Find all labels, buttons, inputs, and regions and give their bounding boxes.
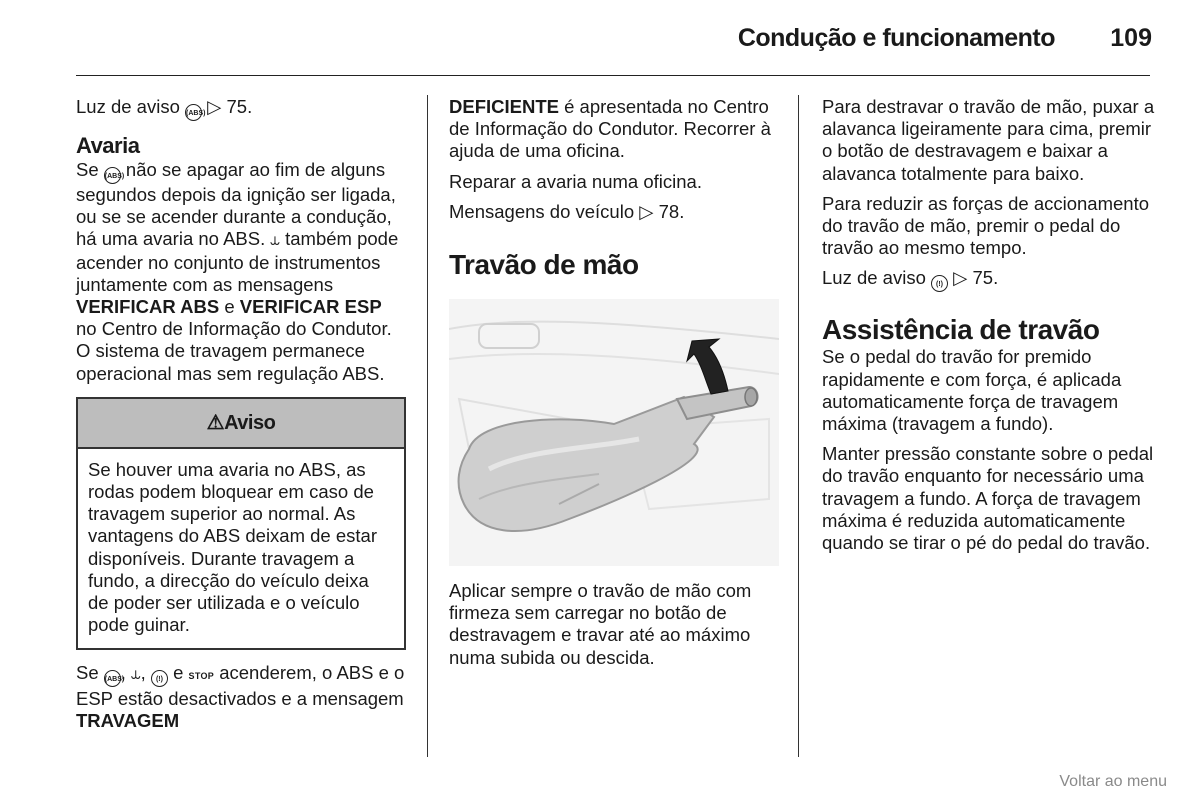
column-3 bbox=[822, 96, 1157, 562]
skid-car-icon: ⥿ bbox=[131, 664, 141, 684]
page-reference-link[interactable]: ▷ 78. bbox=[639, 200, 685, 222]
abs-icon: (ABS) bbox=[104, 670, 121, 687]
column-divider-1 bbox=[427, 95, 428, 757]
brake-assist-paragraph-2: Manter pressão constante sobre o pedal do travão enquanto for necessário uma travagem a fundo. A força de travagem máxima é reduzida automaticamente quando se tirar o pé do pedal do travão. bbox=[822, 443, 1154, 554]
reduce-forces-paragraph: Para reduzir as forças de accionamento do travão de mão, premir o pedal do travão ao mesmo tempo. bbox=[822, 192, 1150, 259]
repair-paragraph: Reparar a avaria numa oficina. bbox=[449, 170, 702, 192]
section-heading-avaria: Avaria bbox=[76, 133, 140, 158]
warning-light-ref: Luz de aviso (!) ▷ 75. bbox=[822, 267, 1157, 292]
warning-box-header bbox=[78, 399, 404, 449]
abs-icon: (ABS) bbox=[185, 104, 202, 121]
section-heading-handbrake: Travão de mão bbox=[449, 249, 639, 281]
release-handbrake-paragraph: Para destravar o travão de mão, puxar a alavanca ligeiramente para cima, premir o botão de destravagem e baixar a alavanca totalmente para baixo. bbox=[822, 96, 1155, 184]
abs-esp-disabled-paragraph: Se (ABS), ⥿, (!) e STOP acenderem, o ABS e o ESP estão desactivados e a mensagem TRAVAGEM bbox=[76, 662, 405, 731]
page-number: 109 bbox=[1110, 24, 1152, 52]
brake-warning-icon: (!) bbox=[931, 275, 948, 292]
warning-light-ref: Luz de aviso (ABS) ▷ 75. bbox=[76, 96, 406, 121]
skid-car-icon: ⥿ bbox=[270, 230, 280, 250]
stop-icon: STOP bbox=[188, 671, 215, 682]
message-travagem: TRAVAGEM bbox=[76, 709, 180, 731]
message-verificar-abs: VERIFICAR ABS bbox=[76, 296, 220, 318]
header-rule bbox=[76, 75, 1150, 76]
page-header-title: Condução e funcionamento bbox=[737, 24, 1055, 52]
page-reference-link[interactable]: ▷ 75. bbox=[207, 96, 253, 117]
section-heading-brake-assist: Assistência de travão bbox=[822, 314, 1100, 346]
brake-warning-icon: (!) bbox=[151, 670, 168, 687]
page-reference-link[interactable]: ▷ 75. bbox=[953, 267, 999, 289]
warning-title: Aviso bbox=[224, 411, 276, 434]
warning-triangle-icon: ⚠ bbox=[206, 411, 225, 434]
warning-box-body: Se houver uma avaria no ABS, as rodas podem bloquear em caso de travagem superior ao normal. As vantagens do ABS deixam de estar disponíveis. Durante travagem a fundo, a direcção do veículo deixa de poder ser utilizada e o veículo pode guinar. bbox=[88, 458, 377, 636]
column-divider-2 bbox=[798, 95, 799, 757]
avaria-paragraph: Se (ABS) não se apagar ao fim de alguns segundos depois da ignição ser ligada, ou se se acender durante a condução, há uma avaria no ABS. ⥿ também pode acender no conjunto de instrumentos juntamente com as mensagens VERIFICAR ABS e VERIFICAR ESP no Centro de Informação do Condutor. O sistema de travagem permanece operacional mas sem regulação ABS. bbox=[76, 159, 399, 384]
column-1 bbox=[76, 96, 406, 740]
abs-icon: (ABS) bbox=[104, 167, 121, 184]
back-to-menu-link[interactable]: Voltar ao menu bbox=[1059, 773, 1167, 790]
handbrake-illustration bbox=[449, 299, 779, 566]
message-deficiente: DEFICIENTE bbox=[449, 96, 559, 117]
warning-box bbox=[76, 397, 406, 651]
vehicle-messages-ref: Mensagens do veículo ▷ 78. bbox=[449, 200, 685, 222]
message-verificar-esp: VERIFICAR ESP bbox=[239, 296, 382, 318]
brake-assist-paragraph-1: Se o pedal do travão for premido rapidamente e com força, é aplicada automaticamente força de travagem máxima (travagem a fundo). bbox=[822, 346, 1122, 435]
handbrake-apply-paragraph: Aplicar sempre o travão de mão com firmeza sem carregar no botão de destravagem e travar até ao máximo numa subida ou descida. bbox=[449, 580, 752, 668]
deficiente-paragraph: DEFICIENTE é apresentada no Centro de Informação do Condutor. Recorrer à ajuda de uma oficina. bbox=[449, 96, 771, 162]
column-2 bbox=[449, 96, 784, 677]
